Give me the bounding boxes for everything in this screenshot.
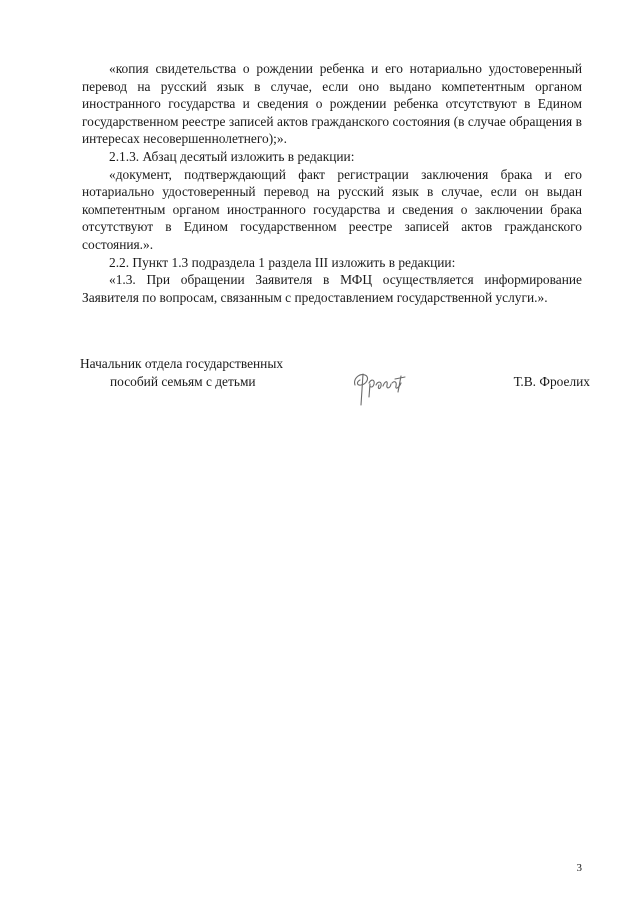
page-number: 3 bbox=[576, 862, 582, 874]
handwritten-signature bbox=[345, 359, 415, 419]
signatory-name: Т.В. Фроелих bbox=[513, 374, 590, 389]
paragraph-clause-1-3: «1.3. При обращении Заявителя в МФЦ осуществляется информирование Заявителя по вопросам, связанным с предоставлением государственной услуги.». bbox=[82, 272, 582, 305]
paragraph-clause-2-1-3: 2.1.3. Абзац десятый изложить в редакции: bbox=[109, 148, 355, 164]
signatory-position-line-1: Начальник отдела государственных bbox=[80, 356, 284, 371]
signature-block bbox=[80, 355, 590, 425]
document-body bbox=[82, 60, 582, 306]
signatory-position-line-2: пособий семьям с детьми bbox=[110, 374, 256, 389]
paragraph-marriage-document: «документ, подтверждающий факт регистрации заключения брака и его нотариально удостоверенный перевод на русский язык в случае, если он выдан компетентным органом иностранного государства и сведения о заключении брака отсутствуют в Едином государственном реестре записей актов гражданского состояния.». bbox=[82, 166, 582, 252]
paragraph-birth-certificate: «копия свидетельства о рождении ребенка и его нотариально удостоверенный перевод на русский язык в случае, если оно выдано компетентным органом иностранного государства и сведения о рождении ребенка отсутствуют в Едином государственном реестре записей актов гражданского состояния (в случае обращения в интересах несовершеннолетнего);». bbox=[82, 61, 582, 147]
paragraph-clause-2-2: 2.2. Пункт 1.3 подраздела 1 раздела III изложить в редакции: bbox=[109, 254, 456, 270]
